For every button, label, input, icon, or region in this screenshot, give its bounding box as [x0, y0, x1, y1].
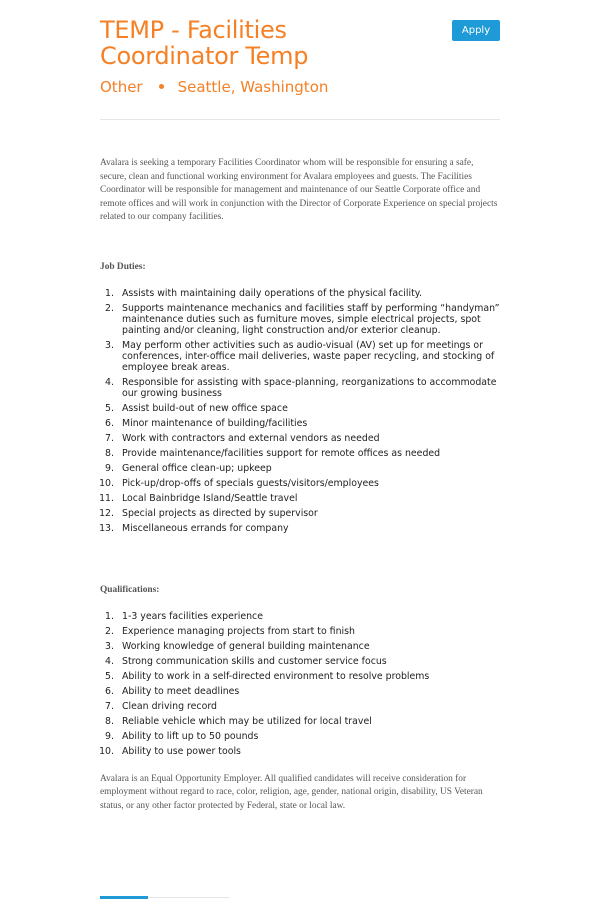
- list-item: [100, 731, 500, 742]
- list-item-number: 1.: [105, 287, 114, 299]
- footer-tab-indicator: [100, 896, 148, 899]
- list-item: [100, 478, 500, 489]
- list-item-text: Reliable vehicle which may be utilized for local travel: [122, 715, 372, 727]
- list-item-number: 6.: [105, 685, 114, 697]
- list-item-text: Ability to lift up to 50 pounds: [122, 730, 259, 742]
- list-item-text: Minor maintenance of building/facilities: [122, 417, 308, 429]
- list-item: [100, 523, 500, 534]
- list-item: [100, 493, 500, 504]
- list-item: [100, 377, 500, 399]
- list-item-text: 1-3 years facilities experience: [122, 610, 263, 622]
- list-item-number: 10.: [99, 477, 114, 489]
- list-item: [100, 340, 500, 373]
- list-item: [100, 508, 500, 519]
- list-item-number: 8.: [105, 715, 114, 727]
- list-item-text: Provide maintenance/facilities support for remote offices as needed: [122, 447, 441, 459]
- list-item-number: 8.: [105, 447, 114, 459]
- list-item-number: 6.: [105, 417, 114, 429]
- list-item: [100, 701, 500, 712]
- qualifications-list: [100, 611, 500, 757]
- list-item: [100, 656, 500, 667]
- list-item: [100, 288, 500, 299]
- list-item-number: 1.: [105, 610, 114, 622]
- list-item: [100, 433, 500, 444]
- duties-list: [100, 288, 500, 534]
- list-item: [100, 671, 500, 682]
- list-item-text: Supports maintenance mechanics and facilities staff by performing “handyman” maintenance duties such as furniture moves, simple electrical projects, spot painting and/or cleaning, light construction and/or exterior cleanup.: [122, 302, 500, 336]
- list-item: [100, 626, 500, 637]
- list-item-number: 12.: [99, 507, 114, 519]
- list-item-text: Experience managing projects from start to finish: [122, 625, 355, 637]
- list-item-text: Ability to use power tools: [122, 745, 241, 757]
- job-title: TEMP - Facilities Coordinator Temp: [100, 16, 309, 70]
- list-item-text: Ability to work in a self-directed environment to resolve problems: [122, 670, 430, 682]
- list-item-number: 4.: [105, 376, 114, 388]
- list-item-number: 7.: [105, 432, 114, 444]
- list-item: [100, 463, 500, 474]
- list-item-number: 13.: [99, 522, 114, 534]
- job-header: [100, 0, 500, 120]
- job-team: Other: [100, 78, 143, 96]
- list-item-text: Ability to meet deadlines: [122, 685, 240, 697]
- list-item-number: 2.: [105, 625, 114, 637]
- list-item-text: Assist build-out of new office space: [122, 402, 288, 414]
- list-item-number: 9.: [105, 730, 114, 742]
- list-item-number: 5.: [105, 670, 114, 682]
- list-item-number: 5.: [105, 402, 114, 414]
- list-item: [100, 716, 500, 727]
- list-item-text: Responsible for assisting with space-planning, reorganizations to accommodate our growing business: [122, 376, 497, 399]
- list-item-text: May perform other activities such as audio-visual (AV) set up for meetings or conferences, inter-office mail deliveries, waste paper recycling, and stocking of employee break areas.: [122, 339, 495, 373]
- eeo-statement: Avalara is an Equal Opportunity Employer. All qualified candidates will receive consideration for employment without regard to race, color, religion, age, gender, national origin, disability, US Veteran status, or any other factor protected by Federal, state or local law.: [100, 773, 483, 811]
- list-item: [100, 303, 500, 336]
- list-item-number: 7.: [105, 700, 114, 712]
- list-item-number: 2.: [105, 302, 114, 314]
- job-posting: [100, 0, 500, 813]
- footer-tabs: [100, 897, 230, 898]
- list-item-number: 3.: [105, 339, 114, 351]
- list-item: [100, 448, 500, 459]
- list-item: [100, 403, 500, 414]
- list-item-text: Special projects as directed by supervisor: [122, 507, 318, 519]
- list-item-number: 11.: [99, 492, 114, 504]
- duties-heading: Job Duties:: [100, 261, 146, 272]
- list-item: [100, 641, 500, 652]
- list-item-text: Working knowledge of general building maintenance: [122, 640, 370, 652]
- list-item-text: Local Bainbridge Island/Seattle travel: [122, 492, 298, 504]
- list-item-text: General office clean-up; upkeep: [122, 462, 272, 474]
- job-location: Seattle, Washington: [177, 78, 329, 96]
- list-item-text: Clean driving record: [122, 700, 217, 712]
- qualifications-heading: Qualifications:: [100, 584, 160, 595]
- list-item: [100, 418, 500, 429]
- list-item: [100, 746, 500, 757]
- list-item-text: Miscellaneous errands for company: [122, 522, 289, 534]
- description-paragraph: Avalara is seeking a temporary Facilities Coordinator whom will be responsible for ensuring a safe, secure, clean and functional working environment for Avalara employees and guests. The Facilities Coordinator will be responsible for management and maintenance of our Seattle Corporate office and remote offices and will work in conjunction with the Director of Corporate Experience on special projects related to our company facilities.: [100, 158, 498, 222]
- apply-button[interactable]: Apply: [452, 20, 500, 41]
- separator-dot-icon: [159, 84, 164, 89]
- list-item-number: 9.: [105, 462, 114, 474]
- list-item: [100, 686, 500, 697]
- list-item: [100, 611, 500, 622]
- list-item-text: Assists with maintaining daily operations of the physical facility.: [122, 287, 422, 299]
- list-item-number: 10.: [99, 745, 114, 757]
- list-item-text: Pick-up/drop-offs of specials guests/visitors/employees: [122, 477, 379, 489]
- job-meta: [100, 78, 500, 96]
- list-item-number: 3.: [105, 640, 114, 652]
- job-description: [100, 120, 500, 813]
- list-item-text: Work with contractors and external vendors as needed: [122, 432, 380, 444]
- list-item-text: Strong communication skills and customer service focus: [122, 655, 387, 667]
- list-item-number: 4.: [105, 655, 114, 667]
